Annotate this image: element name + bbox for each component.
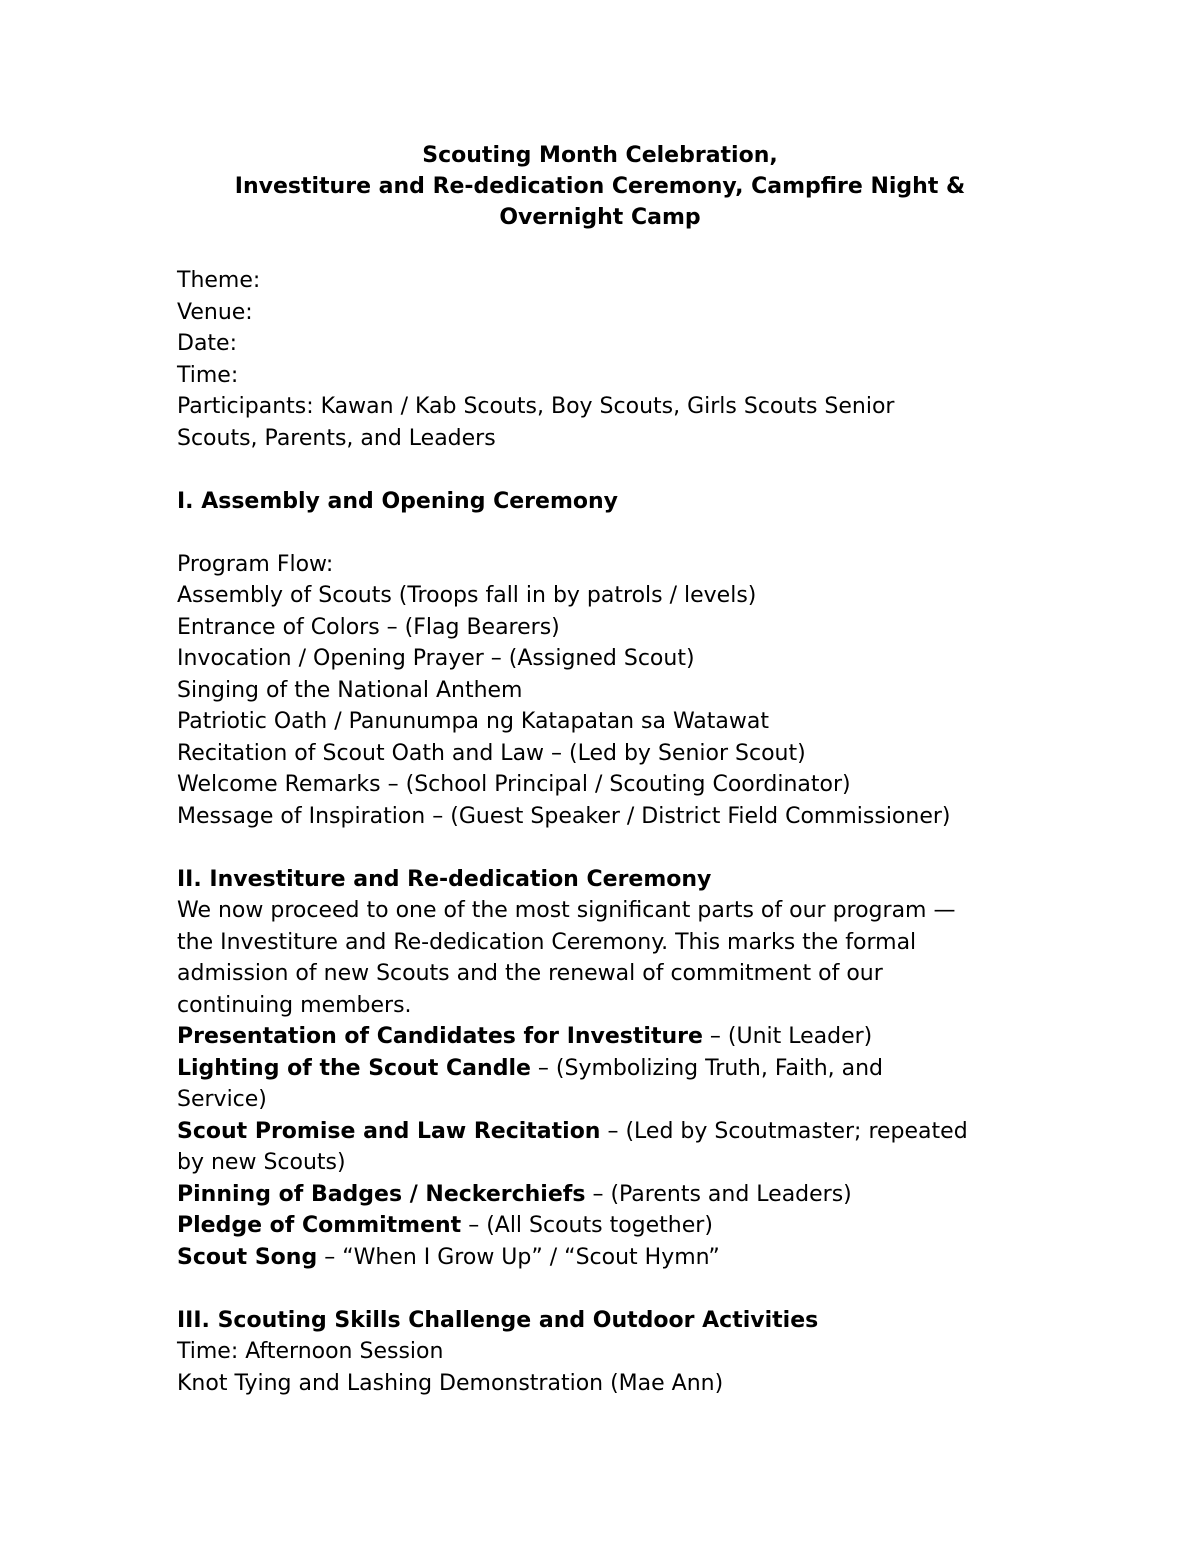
date-label: Date:	[177, 331, 237, 356]
intro-line: continuing members.	[177, 992, 412, 1018]
program-item: Singing of the National Anthem	[177, 677, 523, 703]
intro-line: the Investiture and Re-dedication Ceremony. This marks the formal	[177, 929, 917, 955]
program-item: Patriotic Oath / Panunumpa ng Katapatan sa Watawat	[177, 709, 769, 734]
ceremony-item	[177, 1021, 1037, 1053]
program-item: Invocation / Opening Prayer – (Assigned Scout)	[177, 646, 695, 671]
participants-line-1: Participants: Kawan / Kab Scouts, Boy Scouts, Girls Scouts Senior	[177, 394, 895, 419]
ceremony-item-title: Pinning of Badges / Neckerchiefs	[177, 1181, 586, 1207]
program-item: Welcome Remarks – (School Principal / Scouting Coordinator)	[177, 772, 851, 797]
title-line-1: Scouting Month Celebration,	[422, 143, 778, 168]
intro-line: We now proceed to one of the most significant parts of our program —	[177, 898, 956, 923]
ceremony-item-title: Pledge of Commitment	[177, 1213, 462, 1238]
section-1-heading: I. Assembly and Opening Ceremony	[177, 488, 618, 514]
ceremony-item	[177, 1210, 1037, 1242]
program-item: Assembly of Scouts (Troops fall in by patrols / levels)	[177, 583, 757, 608]
ceremony-item-continuation: Service)	[177, 1087, 267, 1112]
spacer	[177, 454, 1037, 486]
ceremony-item-title: Scout Song	[177, 1244, 318, 1270]
document-body	[177, 265, 1037, 1399]
ceremony-item	[177, 1179, 1037, 1211]
ceremony-item-detail: – (Parents and Leaders)	[585, 1181, 852, 1207]
title-line-2: Investiture and Re-dedication Ceremony, Campfire Night &	[234, 174, 966, 199]
program-item: Message of Inspiration – (Guest Speaker / District Field Commissioner)	[177, 803, 951, 829]
time-label: Time:	[177, 362, 239, 388]
ceremony-item	[177, 1053, 1037, 1085]
program-item: Entrance of Colors – (Flag Bearers)	[177, 614, 560, 640]
ceremony-item-detail: – “When I Grow Up” / “Scout Hymn”	[317, 1244, 720, 1270]
document-title	[0, 140, 1200, 233]
ceremony-item-detail: – (Led by Scoutmaster; repeated	[600, 1118, 968, 1144]
venue-label: Venue:	[177, 299, 253, 325]
ceremony-item-continuation: by new Scouts)	[177, 1150, 346, 1175]
spacer	[177, 1273, 1037, 1305]
program-flow-label: Program Flow:	[177, 551, 334, 577]
ceremony-item-detail: – (Unit Leader)	[702, 1024, 873, 1049]
ceremony-item-title: Presentation of Candidates for Investiture	[177, 1024, 703, 1049]
section-2-heading: II. Investiture and Re-dedication Ceremony	[177, 866, 712, 892]
spacer	[177, 832, 1037, 864]
activity-item: Knot Tying and Lashing Demonstration (Mae Ann)	[177, 1370, 724, 1396]
participants-line-2: Scouts, Parents, and Leaders	[177, 425, 496, 451]
session-time: Time: Afternoon Session	[177, 1339, 444, 1364]
ceremony-item-detail: – (Symbolizing Truth, Faith, and	[530, 1055, 884, 1081]
ceremony-item	[177, 1242, 1037, 1274]
intro-line: admission of new Scouts and the renewal of commitment of our	[177, 961, 883, 986]
ceremony-item-detail: – (All Scouts together)	[461, 1213, 713, 1238]
spacer	[177, 517, 1037, 549]
title-line-3: Overnight Camp	[499, 205, 701, 230]
ceremony-item-title: Scout Promise and Law Recitation	[177, 1118, 601, 1144]
theme-label: Theme:	[177, 268, 261, 293]
section-3-heading: III. Scouting Skills Challenge and Outdoor Activities	[177, 1307, 819, 1333]
ceremony-item	[177, 1116, 1037, 1148]
ceremony-item-title: Lighting of the Scout Candle	[177, 1055, 531, 1081]
program-item: Recitation of Scout Oath and Law – (Led by Senior Scout)	[177, 740, 806, 766]
